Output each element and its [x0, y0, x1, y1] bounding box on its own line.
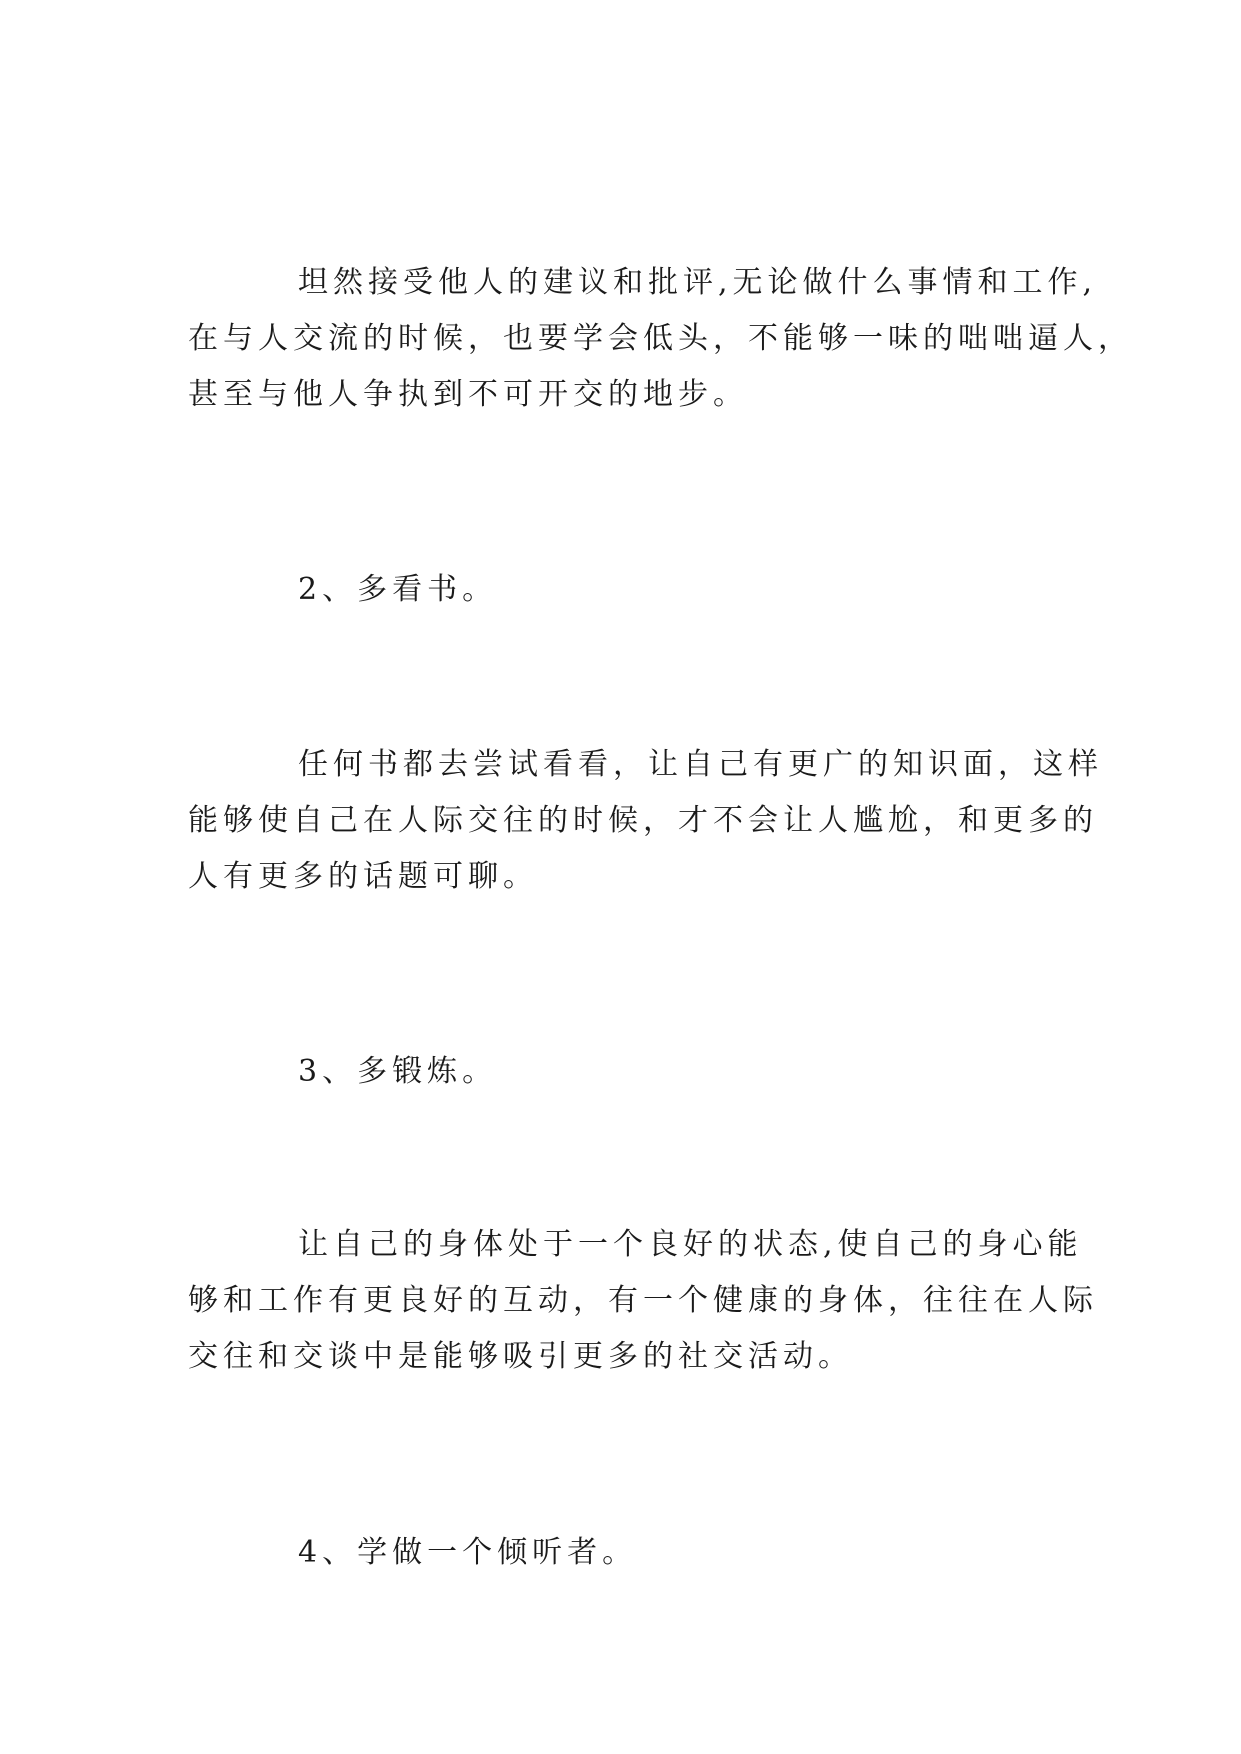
paragraph-reading	[188, 737, 1103, 905]
heading-listener	[188, 1525, 1088, 1581]
paragraph-line: 能够使自己在人际交往的时候，才不会让人尴尬，和更多的	[188, 803, 1098, 838]
paragraph-line: 坦然接受他人的建议和批评,无论做什么事情和工作,	[298, 265, 1098, 300]
paragraph-exercise	[188, 1217, 1098, 1385]
paragraph-line: 让自己的身体处于一个良好的状态,使自己的身心能	[298, 1227, 1083, 1262]
paragraph-line: 任何书都去尝试看看，让自己有更广的知识面，这样	[298, 747, 1103, 782]
paragraph-line: 交往和交谈中是能够吸引更多的社交活动。	[188, 1339, 853, 1374]
paragraph-accept-criticism	[188, 255, 1133, 423]
section-heading: 3、多锻炼。	[298, 1054, 498, 1089]
section-heading: 2、多看书。	[298, 572, 498, 607]
heading-read-more	[188, 562, 1088, 618]
paragraph-line: 甚至与他人争执到不可开交的地步。	[188, 377, 748, 412]
section-heading: 4、学做一个倾听者。	[298, 1535, 638, 1570]
paragraph-line: 在与人交流的时候，也要学会低头，不能够一味的咄咄逼人，	[188, 321, 1133, 356]
paragraph-line: 够和工作有更良好的互动，有一个健康的身体，往往在人际	[188, 1283, 1098, 1318]
heading-exercise	[188, 1044, 1088, 1100]
paragraph-line: 人有更多的话题可聊。	[188, 859, 538, 894]
